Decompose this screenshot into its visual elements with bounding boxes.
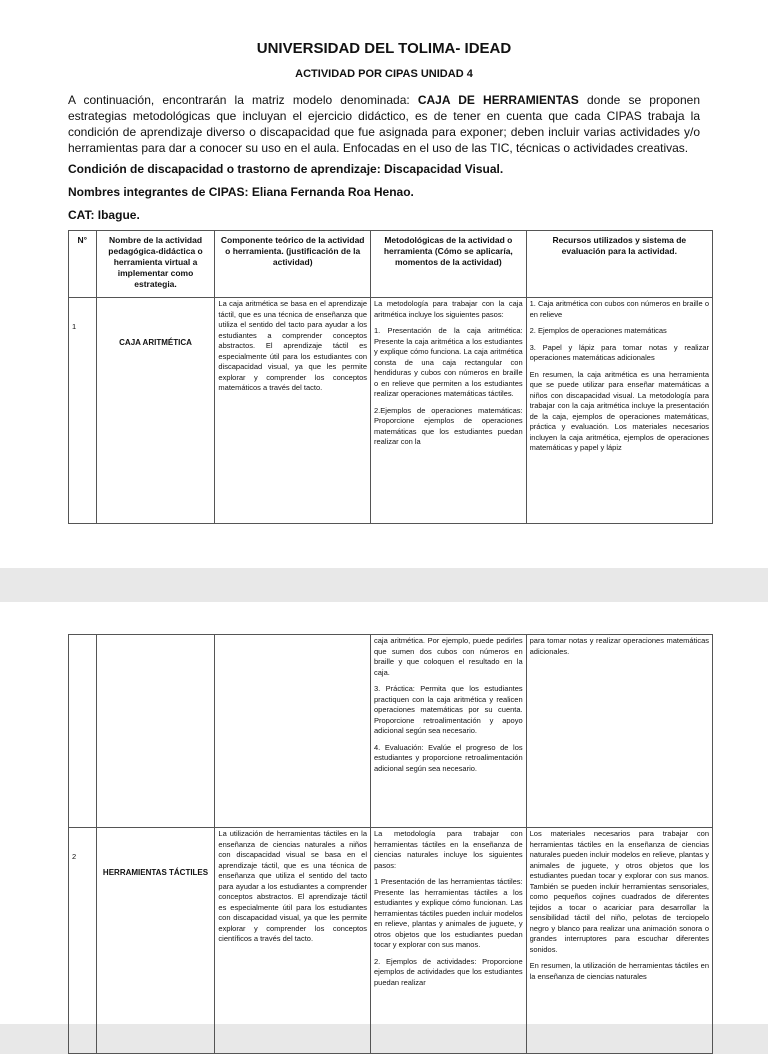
activity-name: CAJA ARITMÉTICA <box>96 298 215 524</box>
theory-text: La caja aritmética se basa en el aprendizaje táctil, que es una técnica de enseñanza que utiliza el sentido del tacto para ayudar a los estudiantes a comprender conceptos abstractos. El aprendizaje táctil es especialmente útil para los estudiantes con discapacidad visual, ya que les permite explorar y comprender los conceptos matemáticos a través del tacto. <box>218 299 368 392</box>
table-header-row <box>69 231 713 298</box>
university-title: UNIVERSIDAD DEL TOLIMA- IDEAD <box>256 40 512 57</box>
methodology-cell <box>371 828 527 1054</box>
table-row <box>69 298 713 524</box>
method-paragraph: 4. Evaluación: Evalúe el progreso de los estudiantes y proporcione retroalimentación adicional según sea necesario. <box>374 742 523 773</box>
resource-paragraph: En resumen, la caja aritmética es una herramienta que se puede utilizar para enseñar matemáticas a niños con discapacidad visual. La metodología para trabajar con la caja aritmética incluye la presentación de la caja, ejemplos de operaciones matemáticas, práctica y evaluación. Los materiales necesarios incluyen la caja aritmética, ejemplos de operaciones matemáticas y papel y lápiz <box>529 369 709 452</box>
header-resources: Recursos utilizados y sistema de evaluación para la actividad. <box>526 231 712 298</box>
method-paragraph: La metodología para trabajar con la caja aritmética incluye los siguientes pasos: <box>374 299 523 319</box>
cat-line: CAT: Ibague. <box>68 208 140 222</box>
resource-paragraph: 2. Ejemplos de operaciones matemáticas <box>529 326 667 335</box>
method-paragraph: 1 Presentación de las herramientas táctiles: Presente las herramientas táctiles a los estudiantes y explique cómo funcionan. Las herramientas táctiles pueden incluir modelos en relieve, plantas y animales de juguete, y otros objetos que los estudiantes puedan tocar y explorar con sus manos. <box>374 877 523 949</box>
resource-paragraph: 1. Caja aritmética con cubos con números en braille o en relieve <box>529 299 709 319</box>
method-paragraph: La metodología para trabajar con herramientas táctiles en la enseñanza de ciencias naturales incluye los siguientes pasos: <box>374 829 523 870</box>
activity-name: HERRAMIENTAS TÁCTILES <box>96 828 215 1054</box>
header-theory: Componente teórico de la actividad o herramienta. (justificación de la actividad) <box>215 231 371 298</box>
row-number: 1 <box>69 298 97 524</box>
toolbox-table-continued <box>68 634 713 1054</box>
theory-cell <box>215 298 371 524</box>
resources-cell <box>526 298 712 524</box>
theory-cell <box>215 828 371 1054</box>
resource-paragraph: para tomar notas y realizar operaciones matemáticas adicionales. <box>529 636 709 656</box>
header-activity-name: Nombre de la actividad pedagógica-didáctica o herramienta virtual a implementar como estrategia. <box>96 231 215 298</box>
method-paragraph: 3. Práctica: Permita que los estudiantes practiquen con la caja aritmética y realicen operaciones matemáticas por su cuenta. Proporcione retroalimentación y apoyo adicional según sea necesario. <box>374 684 523 735</box>
resource-paragraph: Los materiales necesarios para trabajar con herramientas táctiles en la enseñanza de ciencias naturales pueden incluir modelos en relieve, plantas y animales de juguete, y otros objetos que los estudiantes puedan tocar y explorar con sus manos. También se pueden incluir herramientas sensoriales, como pequeños cojines cuadrados de diferentes tejidos a tocar o acariciar para desarrollar la sensibilidad táctil del niño, pelotas de terciopelo negro y blanco para realizar una animación sonora o grandes interruptores para escuchar diferentes sonidos. <box>529 829 709 954</box>
table-row <box>69 635 713 828</box>
row-number-empty <box>69 635 97 828</box>
members-line: Nombres integrantes de CIPAS: Eliana Fernanda Roa Henao. <box>68 185 414 199</box>
theory-cell-empty <box>215 635 371 828</box>
intro-paragraph <box>68 92 700 156</box>
row-number: 2 <box>69 828 97 1054</box>
intro-text-start: A continuación, encontrarán la matriz modelo denominada: <box>68 93 418 107</box>
method-paragraph: 2. Ejemplos de actividades: Proporcione ejemplos de actividades que los estudiantes puedan realizar <box>374 956 523 987</box>
method-paragraph: 2.Ejemplos de operaciones matemáticas: Proporcione ejemplos de operaciones matemáticas que los estudiantes puedan realizar con la <box>374 405 523 446</box>
theory-text: La utilización de herramientas táctiles en la enseñanza de ciencias naturales a niños con discapacidad visual se basa en el aprendizaje táctil, que es una técnica de enseñanza que utiliza el sentido del tacto para ayudar a los estudiantes a comprender conceptos abstractos. El aprendizaje táctil es especialmente útil para los estudiantes con discapacidad visual, ya que les permite explorar y comprender los conceptos científicos a través del tacto. <box>218 829 368 943</box>
activity-name-empty <box>96 635 215 828</box>
resources-cell <box>526 828 712 1054</box>
methodology-cell <box>371 298 527 524</box>
table-row <box>69 828 713 1054</box>
method-paragraph: caja aritmética. Por ejemplo, puede pedirles que sumen dos cubos con números en braille y que coloquen el resultado en la caja. <box>374 636 523 677</box>
methodology-cell <box>371 635 527 828</box>
condition-line: Condición de discapacidad o trastorno de aprendizaje: Discapacidad Visual. <box>68 162 504 176</box>
document-page-2 <box>0 602 768 1024</box>
resource-paragraph: En resumen, la utilización de herramientas táctiles en la enseñanza de ciencias naturales <box>529 961 709 981</box>
resource-paragraph: 3. Papel y lápiz para tomar notas y realizar operaciones matemáticas adicionales <box>529 342 709 362</box>
intro-bold-term: CAJA DE HERRAMIENTAS <box>417 93 579 107</box>
header-methodology: Metodológicas de la actividad o herramienta (Cómo se aplicaría, momentos de la actividad) <box>371 231 527 298</box>
header-number: N° <box>69 231 97 298</box>
intro-text-end: donde se proponen estrategias metodológicas que incluyan el ejercicio didáctico, es de tener en cuenta que cada CIPAS trabaja la condición de aprendizaje diverso o discapacidad que fue asignada para exponer; deben incluir varias actividades y/o herramientas para dar a conocer su uso en el aula. Enfocadas en el uso de las TIC, técnicas o actividades creativas. <box>68 93 700 155</box>
resources-cell <box>526 635 712 828</box>
activity-title: ACTIVIDAD POR CIPAS UNIDAD 4 <box>295 68 473 80</box>
toolbox-table <box>68 230 713 524</box>
method-paragraph: 1. Presentación de la caja aritmética: Presente la caja aritmética a los estudiantes y explique cómo funciona. La caja aritmética consta de una caja rectangular con hendiduras y cubos con números en braille o en relieve que permiten a los estudiantes realizar operaciones matemáticas táctiles. <box>374 326 523 398</box>
